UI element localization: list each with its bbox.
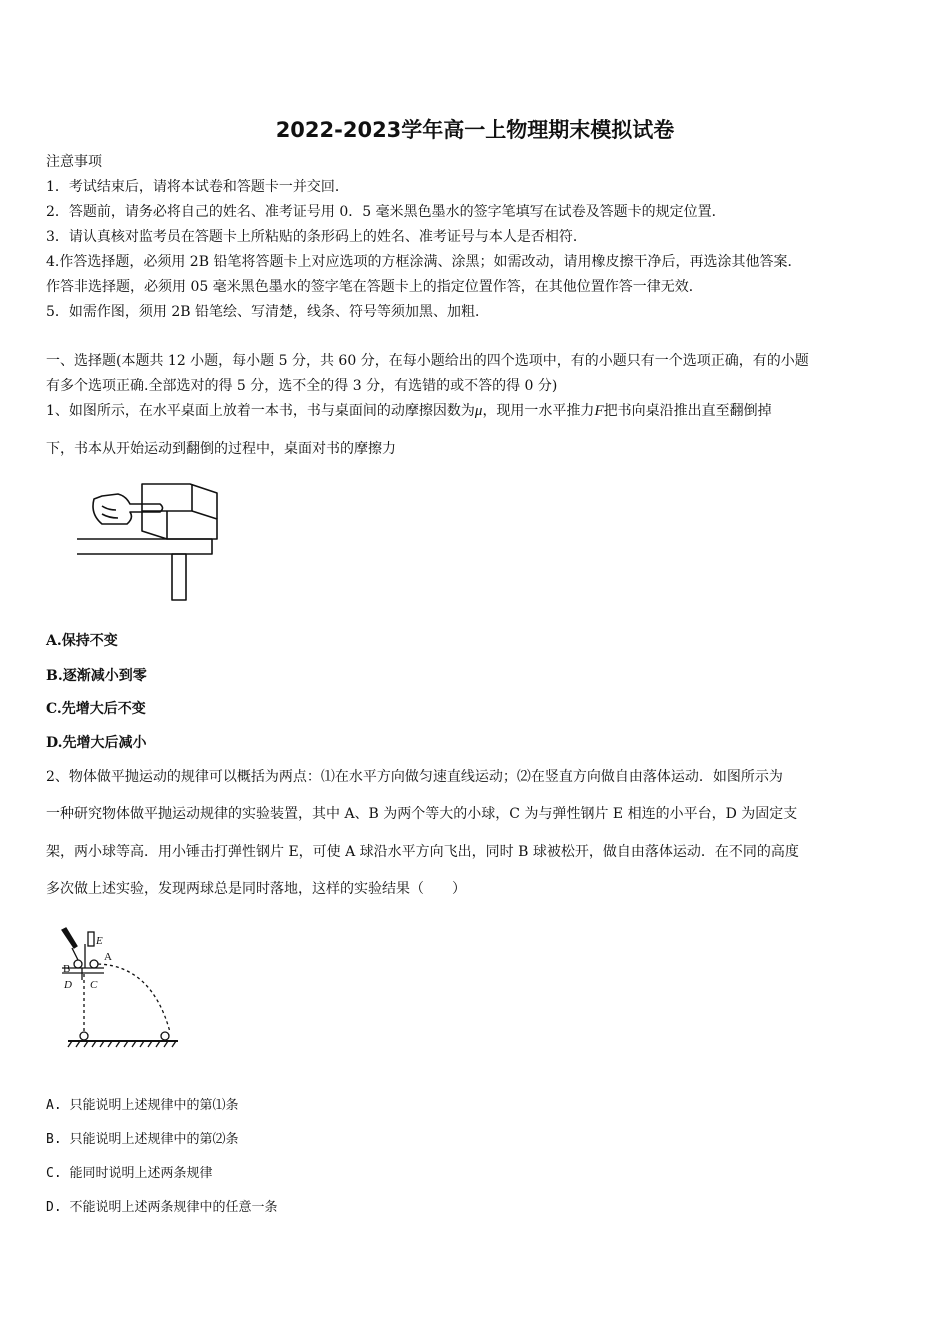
q1-text-b: ，现用一水平推力	[482, 403, 595, 419]
book	[142, 511, 217, 539]
ball-b	[74, 960, 82, 968]
notice-item: 3．请认真核对监考员在答题卡上所粘贴的条形码上的姓名、准考证号与本人是否相符．	[46, 229, 587, 245]
q2-option-c: C. 能同时说明上述两条规律	[46, 1166, 213, 1181]
q1-option-b: B.逐渐减小到零	[46, 668, 147, 684]
label-c: C	[90, 979, 98, 991]
q1-stem-line2: 下，书本从开始运动到翻倒的过程中，桌面对书的摩擦力	[46, 441, 396, 457]
label-b: B	[63, 963, 71, 975]
q2-stem-line: 架，两小球等高．用小锤击打弹性钢片 E，可使 A 球沿水平方向飞出，同时 B 球被松开，做自由落体运动．在不同的高度	[46, 844, 799, 860]
book-push-figure	[72, 466, 232, 606]
parabola-path-a	[98, 964, 170, 1032]
q2-option-a: A. 只能说明上述规律中的第⑴条	[46, 1098, 239, 1113]
notice-item: 4.作答选择题，必须用 2B 铅笔将答题卡上对应选项的方框涂满、涂黑；如需改动，请用橡皮擦干净后，再选涂其他答案．	[46, 254, 802, 270]
notice-item: 1．考试结束后，请将本试卷和答题卡一并交回．	[46, 179, 349, 195]
q1-stem-line1	[46, 401, 772, 421]
q1-text-a: 1、如图所示，在水平桌面上放着一本书，书与桌面间的动摩擦因数为	[46, 403, 475, 419]
q1-option-d: D.先增大后减小	[46, 735, 147, 751]
q1-option-a: A.保持不变	[46, 633, 118, 649]
label-d: D	[64, 979, 72, 991]
q1-text-c: 把书向桌沿推出直至翻倒掉	[603, 403, 772, 419]
force-symbol: F	[594, 403, 604, 419]
q2-option-d: D. 不能说明上述两条规律中的任意一条	[46, 1200, 278, 1215]
projectile-apparatus-figure	[52, 922, 184, 1056]
notice-item: 作答非选择题，必须用 05 毫米黑色墨水的签字笔在答题卡上的指定位置作答，在其他位置作答一律无效．	[46, 279, 703, 295]
q2-stem-line: 2、物体做平抛运动的规律可以概括为两点：⑴在水平方向做匀速直线运动；⑵在竖直方向做自由落体运动．如图所示为	[46, 769, 783, 785]
hand	[93, 494, 163, 524]
label-a: A	[104, 951, 112, 963]
section-heading-line: 一、选择题(本题共 12 小题，每小题 5 分，共 60 分，在每小题给出的四个选项中，有的小题只有一个选项正确，有的小题	[46, 353, 809, 369]
table-leg	[172, 554, 186, 600]
q2-stem-line: 多次做上述实验，发现两球总是同时落地，这样的实验结果（ ）	[46, 881, 466, 897]
label-e: E	[96, 935, 103, 947]
notice-item: 2．答题前，请务必将自己的姓名、准考证号用 0．5 毫米黑色墨水的签字笔填写在试卷及答题卡的规定位置．	[46, 204, 726, 220]
ball-a	[90, 960, 98, 968]
steel-plate-e	[88, 932, 94, 946]
section-heading-line: 有多个选项正确.全部选对的得 5 分，选不全的得 3 分，有选错的或不答的得 0 分)	[46, 378, 558, 394]
notice-heading: 注意事项	[46, 154, 102, 170]
q2-stem-line: 一种研究物体做平抛运动规律的实验装置，其中 A、B 为两个等大的小球，C 为与弹性钢片 E 相连的小平台，D 为固定支	[46, 806, 798, 822]
q1-option-c: C.先增大后不变	[46, 701, 146, 717]
table-top	[77, 539, 212, 554]
hammer	[62, 928, 77, 948]
q2-option-b: B. 只能说明上述规律中的第⑵条	[46, 1132, 239, 1147]
page-title: 2022-2023学年高一上物理期末模拟试卷	[275, 118, 675, 142]
notice-item: 5．如需作图，须用 2B 铅笔绘、写清楚，线条、符号等须加黑、加粗．	[46, 304, 490, 320]
mu-symbol: μ	[474, 403, 483, 419]
